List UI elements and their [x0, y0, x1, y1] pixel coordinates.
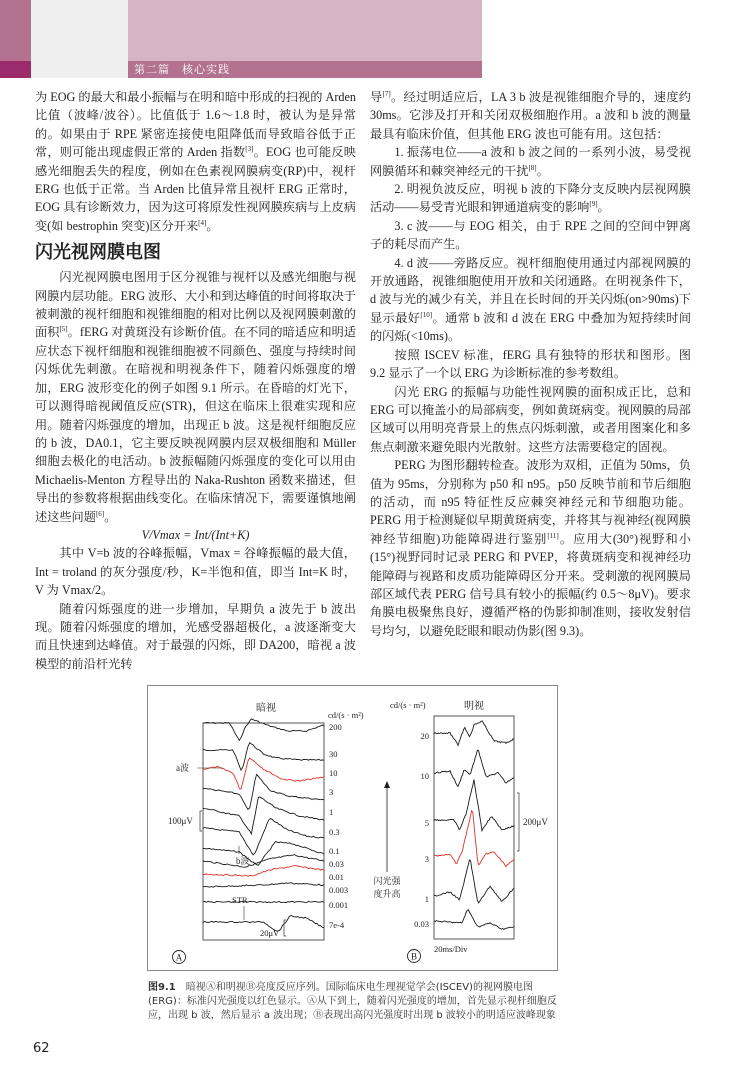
paragraph-text: 。fERG 对黄斑没有诊断价值。在不同的暗适应和明适应状态下视杆细胞和视锥细胞被不同颜色、强度与持续时间闪烁优先刺激。在暗视和明视条件下，随着闪烁强度的增加，ERG 波形变化的例子如图 9.1 所示。在昏暗的灯光下，可以测得暗视阈值反应(STR)，但这在临床上很难实现和应用。随着闪烁强度的增加，出现正 b 波。这是视杆细胞反应的 b 波，DA0.1，它主要反映视网膜内层双极细胞和 Müller 细胞去极化的电活动。b 波振幅随闪烁强度的变化可以用由 Michaelis-Menton 方程导出的 Naka-Rushton 函数来描述，但导出的参数将根据曲线变化。在临床情况下，需要谨慎地阐述这些问题 — [35, 325, 357, 524]
paragraph-text: 。 — [536, 163, 549, 178]
paragraph — [35, 544, 356, 599]
intensity-label: 1 — [329, 807, 334, 817]
panel-b-traces — [414, 721, 514, 930]
header-gray-block — [31, 0, 128, 78]
intensity-label: 200 — [329, 722, 342, 732]
erg-trace — [203, 901, 324, 902]
paragraph — [35, 268, 356, 526]
paragraph-text: 闪光 ERG 的振幅与功能性视网膜的面积成正比，总和 ERG 可以掩盖小的局部病变，例如黄斑病变。视网膜的局部区域可以用明亮背景上的焦点闪烁刺激，或者用图案化和多焦点刺激来避免眼内光散射。这些方法需要稳定的固视。 — [370, 384, 691, 454]
figure-caption — [148, 981, 560, 1023]
panel-a-unit: cd/(s · m²) — [328, 710, 364, 720]
intensity-label: 1 — [424, 894, 429, 904]
erg-trace — [203, 797, 324, 834]
intensity-label: 0.01 — [329, 872, 344, 882]
figure-9-1 — [147, 685, 558, 971]
panel-a-letter: A — [175, 952, 183, 963]
caption-text: 暗视Ⓐ和明视Ⓑ亮度反应序列。国际临床电生理视觉学会(ISCEV)的视网膜电图(ERG)：标准闪光强度以红色显示。Ⓐ从下到上，随着闪光强度的增加，首先显示视杆细胞反应，出现 b 波，然后显示 a 波出现；Ⓑ表现出高闪光强度时出现 b 波较小的明适应波峰现象 — [148, 982, 557, 1021]
right-paragraphs — [370, 88, 691, 640]
panel-b-unit: cd/(s · m²) — [390, 700, 426, 710]
intensity-label: 0.03 — [329, 859, 344, 869]
paragraph-text: PERG 为图形翻转检查。波形为双相，正值为 50ms，负值为 95ms，分别称为 p50 和 n95。p50 反映节前和节后细胞的活动，而 n95 特征性反应棘突神经元和节细胞功能。PERG 用于检测疑似早期黄斑病变，并将其与视神经(视网膜神经节细胞)功能障碍进行鉴别 — [370, 458, 691, 546]
intensity-label: 10 — [329, 768, 338, 778]
figure-area — [0, 685, 730, 1076]
paragraph-text: 2. 明视负波反应，明视 b 波的下降分支反映内层视网膜活动——易受青光眼和钾通道病变的影响 — [370, 182, 691, 215]
citation-ref: [9] — [589, 200, 598, 209]
time-scale-label: 20ms/Div — [434, 944, 468, 954]
citation-ref: [8] — [528, 163, 537, 172]
scale-100uv-label: 100μV — [168, 816, 193, 826]
arrow-label-line2: 度升高 — [373, 889, 401, 899]
erg-trace — [203, 866, 324, 877]
intensity-label: 30 — [329, 749, 338, 759]
paragraph-text: 随着闪烁强度的进一步增加，早期负 a 波先于 b 波出现。随着闪烁强度的增加，光感受器超极化，a 波逐渐变大而且快速到达峰值。对于最强的闪烁，即 DA200，暗视 a 波模型的前沿杆光转 — [35, 601, 356, 671]
caption-label: 图9.1 — [148, 982, 176, 993]
paragraphs-before-heading — [35, 88, 356, 235]
intensity-label: 3 — [329, 787, 334, 797]
paragraph — [370, 217, 691, 254]
paragraph-text: 1. 振荡电位——a 波和 b 波之间的一系列小波，易受视网膜循环和棘突神经元的干扰 — [370, 145, 691, 178]
paragraph — [370, 88, 691, 143]
intensity-label: 10 — [420, 771, 429, 781]
intensity-label: 20 — [420, 731, 429, 741]
intensity-arrow-icon — [384, 781, 390, 788]
panel-a-traces — [203, 719, 348, 931]
paragraph-text: 。经过明适应后，LA 3 b 波是视锥细胞介导的，速度约 30ms。它涉及打开和关闭双极细胞作用。a 波和 b 波的测量最具有临床价值，但其他 ERG 波也可能有用。这包括： — [370, 90, 691, 141]
section-title: 第二篇 核心实践 — [128, 61, 482, 78]
paragraph — [370, 143, 691, 180]
header-color-strip-dark — [0, 61, 31, 78]
naka-rushton-formula: V/Vmax = Int/(Int+K) — [141, 527, 250, 542]
paragraph — [370, 383, 691, 457]
erg-trace — [203, 758, 324, 789]
erg-trace — [203, 743, 324, 770]
paragraph-text: 。EOG 也可能反映感光细胞丢失的程度，例如在色素视网膜病变(RP)中，视杆 ERG 也低于正常。当 Arden 比值异常且视杆 ERG 正常时，EOG 具有诊断效力，因为这可将原发性视网膜疾病与上皮病变(如 bestrophin 突变)区分开来 — [35, 145, 356, 233]
paragraph — [370, 254, 691, 346]
erg-trace — [203, 883, 324, 888]
erg-trace — [203, 719, 324, 741]
intensity-label: 7e-4 — [329, 920, 345, 930]
erg-trace — [434, 721, 514, 746]
paragraph — [35, 600, 356, 674]
citation-ref: [5] — [59, 325, 68, 334]
a-wave-label: a波 — [176, 763, 189, 773]
citation-ref: [6] — [95, 509, 105, 518]
header-pink-block — [128, 0, 482, 61]
paragraph — [370, 456, 691, 640]
panel-a-frame — [203, 723, 324, 940]
erg-trace — [434, 860, 514, 903]
citation-ref: [3] — [245, 145, 254, 154]
erg-trace — [203, 819, 324, 855]
erg-trace — [203, 842, 324, 866]
paragraphs-after-heading — [35, 268, 356, 526]
left-column — [35, 88, 356, 673]
intensity-label: 0.03 — [414, 919, 429, 929]
header-color-strip — [0, 0, 31, 61]
scale-20uv-label: 20μV — [260, 928, 280, 938]
paragraph-text: 其中 V=b 波的谷峰振幅，Vmax = 谷峰振幅的最大值，Int = troland 的灰分强度/秒，K=半饱和值，即当 Int=K 时，V 为 Vmax/2。 — [35, 546, 356, 598]
citation-ref: [11] — [547, 531, 559, 540]
erg-trace — [203, 855, 324, 868]
paragraph — [35, 88, 356, 235]
paragraph — [370, 346, 691, 383]
paragraph-text: 按照 ISCEV 标准，fERG 具有独特的形状和图形。图 9.2 显示了一个以 ERG 为诊断标准的参考数组。 — [370, 347, 691, 381]
erg-trace — [434, 811, 514, 867]
intensity-label: 5 — [424, 818, 429, 828]
panel-b-title: 明视 — [464, 701, 484, 712]
paragraphs-end — [35, 544, 356, 673]
citation-ref: [4] — [198, 218, 207, 227]
intensity-label: 0.001 — [329, 900, 349, 910]
b-wave-label: b波 — [236, 856, 250, 866]
paragraph-text: 3. c 波——与 EOG 相关，由于 RPE 之间的空间中钾离子的耗尽而产生。 — [370, 218, 691, 252]
citation-ref: [7] — [382, 89, 391, 98]
paragraph-text: 导 — [370, 90, 383, 104]
intensity-label: 0.3 — [329, 827, 340, 837]
paragraph-text: 闪光视网膜电图用于区分视锥与视杆以及感光细胞与视网膜内层功能。ERG 波形、大小和到达峰值的时间将取决于被刺激的视杆细胞和视锥细胞的相对比例以及视网膜刺激的面积 — [35, 270, 356, 340]
paragraph — [370, 180, 691, 217]
page-number: 62 — [33, 1041, 50, 1056]
paragraph-text: 。应用大(30°)视野和小(15°)视野同时记录 PERG 和 PVEP，将黄斑病变和视神经功能障碍与视路和皮质功能障碍区分开来。受刺激的视网膜局部区域代表 PERG 信号具有较小的振幅(约 0.5～8μV)。要求角膜电极聚焦良好，遵循严格的伪影抑制准则，接收发射信号均匀，以避免眨眼和眼动伪影(图 9.3)。 — [370, 531, 691, 638]
panel-b-letter: B — [410, 951, 418, 962]
paragraph-text: 。通常 b 波和 d 波在 ERG 中叠加为短持续时间的闪烁(<10ms)。 — [370, 310, 692, 344]
paragraph-text: 。 — [597, 200, 610, 215]
erg-trace — [434, 910, 514, 930]
scale-200uv-label: 200μV — [523, 817, 548, 827]
scale-100uv-bracket — [200, 811, 202, 831]
section-heading: 闪光视网膜电图 — [35, 242, 161, 263]
intensity-label: 0.003 — [329, 885, 349, 895]
str-label: STR — [232, 895, 248, 905]
paragraph-text: 。 — [104, 509, 117, 524]
panel-a-title: 暗视 — [256, 703, 276, 714]
intensity-label: 0.1 — [329, 846, 340, 856]
intensity-label: 3 — [424, 854, 429, 864]
paragraph-text: 为 EOG 的最大和最小振幅与在明和暗中形成的扫视的 Arden 比值（波峰/波谷）。比值低于 1.6～1.8 时，被认为是异常的。如果由于 RPE 紧密连接使电阻降低而导致暗谷低于正常，则可能出现虚假正常的 Arden 指数 — [35, 90, 356, 160]
arrow-label-line1: 闪光强 — [373, 876, 401, 886]
scale-200uv-bracket — [517, 793, 519, 851]
erg-figure-svg — [148, 686, 559, 972]
paragraph-text: 4. d 波——旁路反应。视杆细胞使用通过内部视网膜的开放通路，视锥细胞使用开放和关闭通路。在明视条件下，d 波与光的减少有关，并且在长时间的开关闪烁(on>90ms)下显示最好 — [370, 255, 691, 325]
paragraph-text: 。 — [206, 218, 219, 233]
citation-ref: [10] — [420, 310, 433, 319]
right-column — [370, 88, 691, 640]
